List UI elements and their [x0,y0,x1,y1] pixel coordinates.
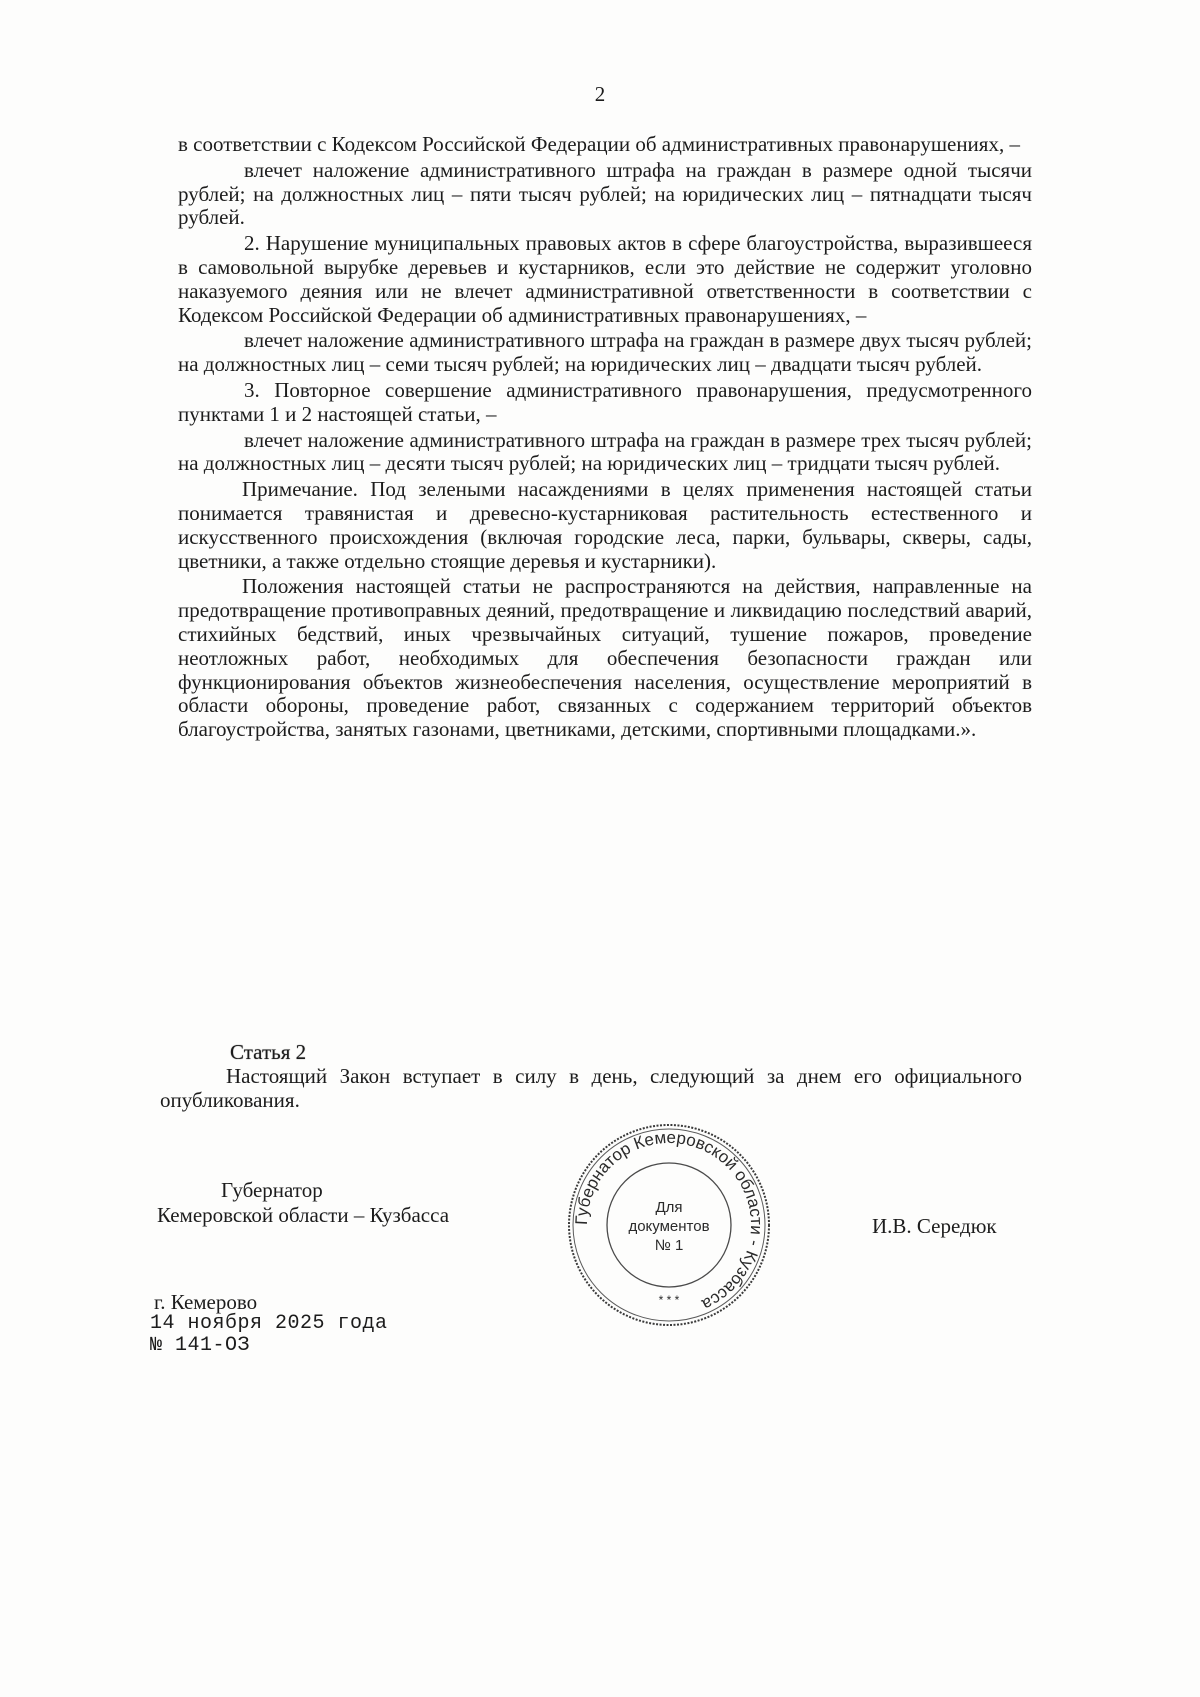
page-number: 2 [594,82,606,106]
seal-ring-text: Губернатор Кемеровской области - Кузбасса [571,1127,767,1315]
seal-stars: * * * [658,1293,680,1307]
article-2-heading: Статья 2 [230,1040,307,1064]
signatory-title-line2: Кемеровской области – Кузбасса [157,1203,450,1227]
place-of-signing: г. Кемерово [154,1290,258,1314]
signing-date: 14 ноября 2025 года [150,1312,388,1335]
seal-center-line1: Для [655,1199,683,1216]
seal-center-line3: № 1 [654,1237,684,1254]
paragraph: в соответствии с Кодексом Российской Федерации об административных правонарушениях, – [178,132,1020,156]
paragraph: 2. Нарушение муниципальных правовых актов в сфере благоустройства, выразившееся в самовольной вырубке деревьев и кустарников, если это действие не содержит уголовно наказуемого деяния или не влечет административной ответственности в соответствии с Кодексом Российской Федерации об административных правонарушениях, – [178,231,1032,327]
paragraph: влечет наложение административного штрафа на граждан в размере трех тысяч рублей; на должностных лиц – десяти тысяч рублей; на юридических лиц – тридцати тысяч рублей. [178,427,1032,476]
article-1-body [178,133,1032,744]
signatory-title-line1: Губернатор [221,1178,323,1202]
paragraph: 3. Повторное совершение административного правонарушения, предусмотренного пунктами 1 и 2 настоящей статьи, – [178,377,1032,426]
article-2 [160,1040,1022,1112]
date-and-number [150,1313,388,1357]
article-2-text: Настоящий Закон вступает в силу в день, следующий за днем его официального опубликования. [160,1064,1022,1112]
official-seal [564,1120,774,1330]
paragraph: влечет наложение административного штрафа на граждан в размере одной тысячи рублей; на должностных лиц – пяти тысяч рублей; на юридических лиц – пятнадцати тысяч рублей. [178,157,1032,230]
paragraph: Положения настоящей статьи не распространяются на действия, направленные на предотвращение противоправных деяний, предотвращение и ликвидацию последствий аварий, стихийных бедствий, иных чрезвычайных ситуаций, тушение пожаров, проведение неотложных работ, необходимых для обеспечения безопасности граждан или функционирования объектов жизнеобеспечения населения, осуществление мероприятий в области обороны, проведение работ, связанных с содержанием территорий объектов благоустройства, занятых газонами, цветниками, детскими, спортивными площадками.». [178,574,1032,742]
signatory-name: И.В. Середюк [872,1214,997,1238]
paragraph: влечет наложение административного штрафа на граждан в размере двух тысяч рублей; на должностных лиц – семи тысяч рублей; на юридических лиц – двадцати тысяч рублей. [178,328,1032,377]
seal-center-line2: документов [628,1218,710,1235]
note-paragraph: Примечание. Под зелеными насаждениями в целях применения настоящей статьи понимается травянистая и древесно-кустарниковая растительность естественного и искусственного происхождения (включая городские леса, парки, бульвары, скверы, сады, цветники, а также отдельно стоящие деревья и кустарники). [178,477,1032,573]
signatory-title [157,1178,449,1228]
law-number: № 141-ОЗ [150,1334,251,1357]
